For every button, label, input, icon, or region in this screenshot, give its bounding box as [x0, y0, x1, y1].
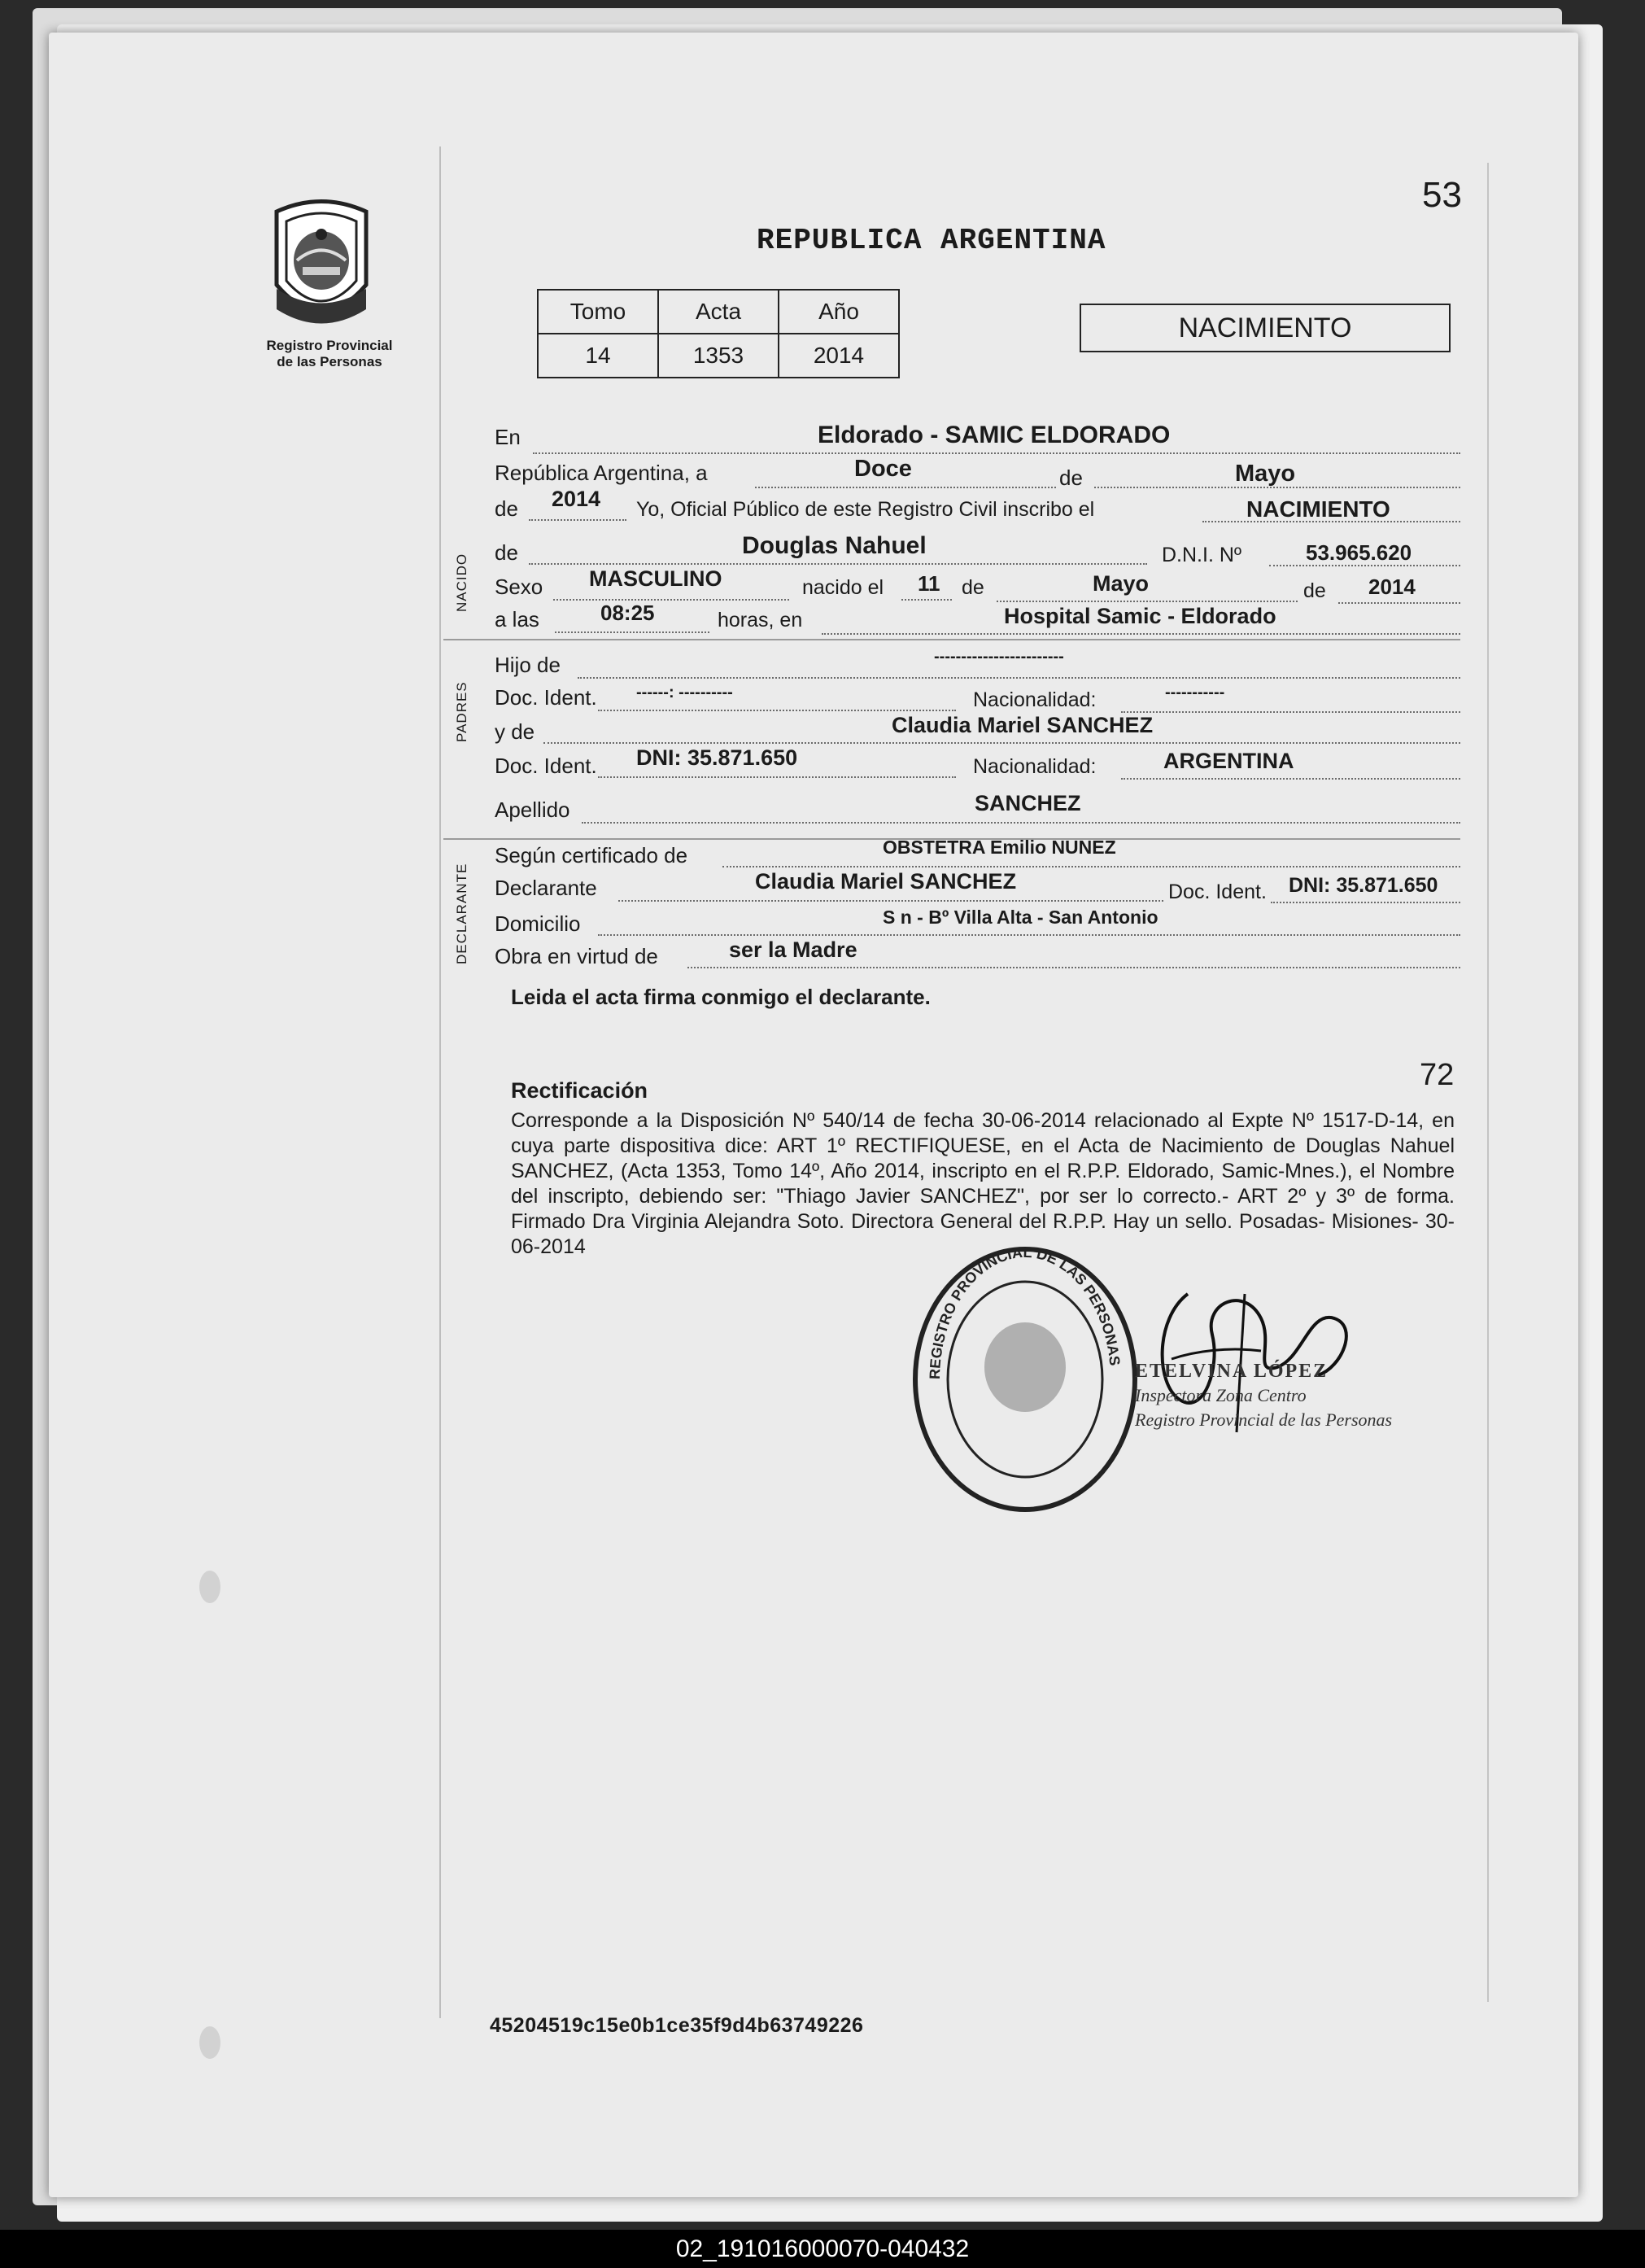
value-surname: SANCHEZ — [975, 791, 1081, 815]
value-mother-nationality: ARGENTINA — [1163, 749, 1294, 773]
label-segun-certificado: Según certificado de — [495, 843, 688, 867]
dotted-line — [1338, 602, 1460, 604]
province-seal-logo — [260, 195, 382, 334]
dotted-line — [1121, 778, 1460, 780]
value-address: S n - Bº Villa Alta - San Antonio — [883, 907, 1158, 928]
rectification-number: 72 — [1420, 1058, 1455, 1092]
official-signature-block — [1135, 1359, 1392, 1432]
value-declarant: Claudia Mariel SANCHEZ — [755, 869, 1017, 894]
value-month: Mayo — [1235, 461, 1296, 487]
stamp-text: REGISTRO PROVINCIAL DE LAS PERSONAS — [926, 1243, 1124, 1380]
value-father-nationality: ----------- — [1165, 684, 1225, 701]
label-domicilio: Domicilio — [495, 911, 581, 936]
value-birth-month: Mayo — [1093, 571, 1150, 596]
value-birth-year: 2014 — [1368, 575, 1416, 599]
side-label-declarante: DECLARANTE — [454, 863, 469, 964]
value-sexo: MASCULINO — [589, 566, 722, 591]
header-acta: Acta — [658, 290, 779, 334]
label-de: de — [495, 540, 518, 565]
label-nacido-el: nacido el — [802, 576, 884, 599]
dotted-line — [529, 563, 1147, 565]
side-label-padres: PADRES — [454, 681, 469, 742]
value-birth-time: 08:25 — [600, 601, 655, 625]
section-separator — [443, 639, 1460, 640]
official-office: Registro Provincial de las Personas — [1135, 1409, 1393, 1430]
dotted-line — [598, 934, 1460, 936]
label-doc-ident: Doc. Ident. — [495, 685, 597, 710]
official-stamp — [903, 1237, 1147, 1522]
dotted-line — [543, 742, 1460, 744]
dotted-line — [533, 452, 1460, 454]
dotted-line — [529, 519, 626, 521]
label-dni: D.N.I. Nº — [1162, 544, 1242, 566]
value-father-name: ------------------------ — [934, 648, 1064, 666]
dotted-line — [1271, 902, 1460, 903]
label-de: de — [1303, 579, 1326, 602]
dotted-line — [578, 677, 1460, 679]
value-mother-doc: DNI: 35.871.650 — [636, 745, 798, 770]
punch-hole — [199, 1571, 220, 1603]
rectification-title: Rectificación — [511, 1078, 648, 1103]
header-ano: Año — [779, 290, 899, 334]
registry-name: Registro Provincial de las Personas — [266, 338, 393, 369]
label-sexo: Sexo — [495, 575, 543, 599]
value-act-type: NACIMIENTO — [1246, 496, 1390, 522]
dotted-line — [598, 776, 956, 778]
dotted-line — [582, 822, 1460, 824]
page-number: 53 — [1422, 175, 1462, 215]
label-en: En — [495, 425, 521, 449]
header-tomo: Tomo — [538, 290, 658, 334]
label-nacionalidad: Nacionalidad: — [973, 688, 1097, 711]
label-republica: República Argentina, a — [495, 461, 708, 485]
official-role: Inspectora Zona Centro — [1135, 1385, 1307, 1405]
official-name: ETELVINA LÓPEZ — [1135, 1361, 1329, 1382]
dotted-line — [722, 866, 1460, 867]
dotted-line — [997, 601, 1298, 602]
value-birth-day: 11 — [918, 571, 940, 596]
label-obra-en-virtud: Obra en virtud de — [495, 944, 658, 968]
document-title: REPUBLICA ARGENTINA — [757, 224, 1106, 257]
reading-statement: Leida el acta firma conmigo el declarante. — [511, 985, 931, 1009]
value-acta: 1353 — [658, 334, 779, 378]
value-tomo: 14 — [538, 334, 658, 378]
dotted-line — [598, 710, 956, 711]
document-hash: 45204519c15e0b1ce35f9d4b63749226 — [490, 2014, 864, 2037]
dotted-line — [822, 633, 1460, 635]
value-day-words: Doce — [854, 456, 912, 482]
dotted-line — [1121, 711, 1460, 713]
value-certificate: OBSTETRA Emilio NUNEZ — [883, 837, 1116, 858]
scan-id-footer: 02_191016000070-040432 — [0, 2230, 1645, 2268]
reference-header-row — [538, 290, 899, 334]
label-horas-en: horas, en — [718, 609, 803, 631]
dotted-line — [553, 599, 789, 601]
dotted-line — [755, 487, 1056, 488]
right-border-line — [1487, 163, 1489, 2002]
label-de: de — [962, 576, 984, 599]
label-hijo-de: Hijo de — [495, 653, 561, 677]
rectification-body: Corresponde a la Disposición Nº 540/14 de fecha 30-06-2014 relacionado al Expte Nº 1517-D-14, en cuya parte dispositiva dice: ART 1º RECTIFIQUESE, en el Acta de Nacimiento de Douglas Nahuel SANCHEZ, (Acta 1353, Tomo 14º, Año 2014, inscripto en el R.P.P. Eldorado, Samic-Mnes.), el Nombre del inscripto, debiendo ser: "Thiago Javier SANCHEZ", por ser lo correcto.- ART 2º y 3º de forma. Firmado Dra Virginia Alejandra Soto. Directora General del R.P.P. Hay un sello. Posadas- Misiones- 30-06-2014 — [511, 1109, 1455, 1258]
punch-hole — [199, 2026, 220, 2059]
label-doc-ident: Doc. Ident. — [1168, 881, 1267, 903]
label-de: de — [495, 496, 518, 521]
value-obra: ser la Madre — [729, 937, 857, 962]
value-ano: 2014 — [779, 334, 899, 378]
value-declarant-doc: DNI: 35.871.650 — [1289, 874, 1438, 897]
side-label-nacido: NACIDO — [454, 553, 469, 612]
label-a-las: a las — [495, 607, 539, 631]
label-nacionalidad: Nacionalidad: — [973, 755, 1097, 778]
reference-value-row — [538, 334, 899, 378]
dotted-line — [901, 599, 952, 601]
label-y-de: y de — [495, 719, 535, 744]
value-birth-place: Hospital Samic - Eldorado — [1004, 604, 1276, 628]
dotted-line — [555, 631, 709, 633]
record-type-box: NACIMIENTO — [1080, 304, 1451, 352]
margin-line — [439, 146, 441, 2018]
label-yo-oficial: Yo, Oficial Público de este Registro Civil inscribo el — [636, 498, 1095, 521]
value-place: Eldorado - SAMIC ELDORADO — [818, 422, 1171, 448]
label-doc-ident: Doc. Ident. — [495, 754, 597, 778]
value-father-doc: ------: ---------- — [636, 684, 733, 701]
value-mother-name: Claudia Mariel SANCHEZ — [892, 713, 1154, 737]
label-declarante: Declarante — [495, 876, 597, 900]
dotted-line — [687, 967, 1460, 968]
reference-table — [537, 289, 900, 378]
value-child-name: Douglas Nahuel — [742, 532, 927, 559]
dotted-line — [618, 900, 1163, 902]
label-de: de — [1059, 465, 1083, 490]
value-child-dni: 53.965.620 — [1306, 540, 1412, 565]
value-year: 2014 — [552, 487, 601, 511]
label-apellido: Apellido — [495, 798, 570, 822]
